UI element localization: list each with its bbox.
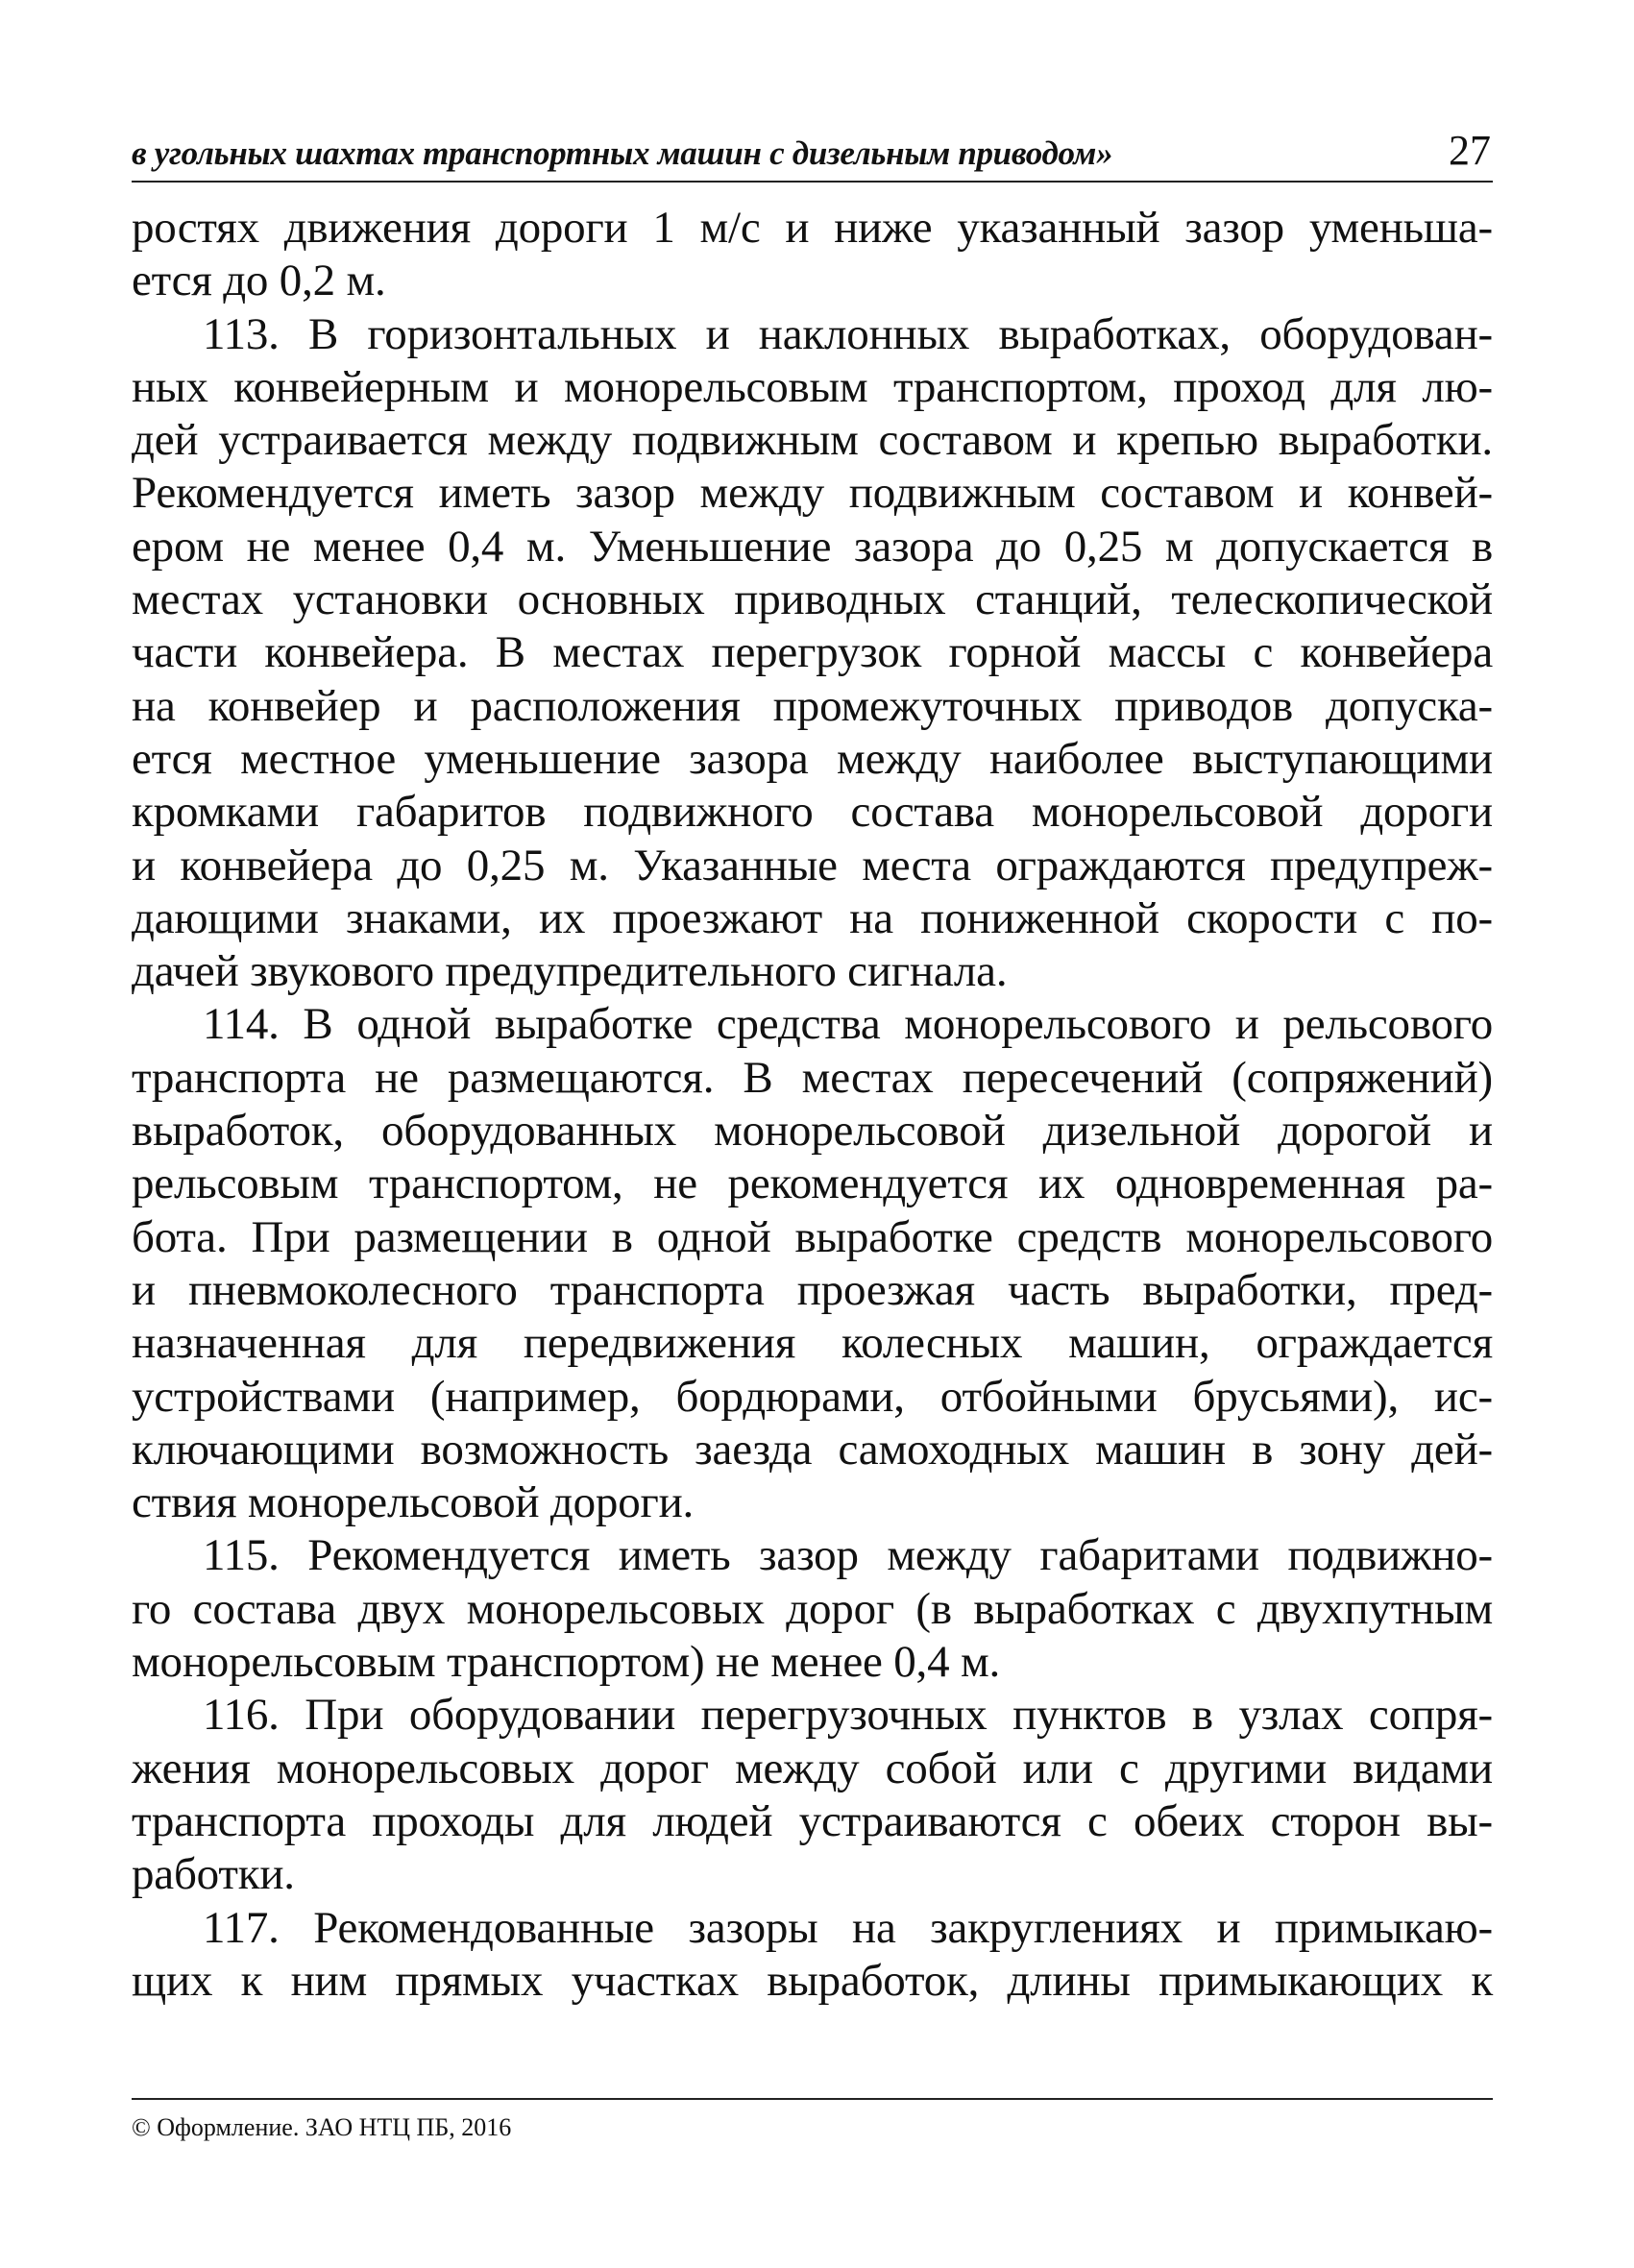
text-line: Рекомендуется иметь зазор между подвижным составом и конвей- — [132, 468, 1493, 519]
paragraph-115-first-line: 115. Рекомендуется иметь зазор между габаритами подвижно- — [203, 1530, 1493, 1581]
text-line: ствия монорельсовой дороги. — [132, 1477, 695, 1528]
text-line: го состава двух монорельсовых дорог (в выработках с двухпутным — [132, 1583, 1493, 1634]
text-line: работки. — [132, 1849, 295, 1900]
text-line: монорельсовым транспортом) не менее 0,4 м. — [132, 1637, 1001, 1688]
paragraph-114-first-line: 114. В одной выработке средства монорельсового и рельсового — [203, 999, 1493, 1050]
text-line: выработок, оборудованных монорельсовой дизельной дорогой и — [132, 1106, 1493, 1157]
text-line: части конвейера. В местах перегрузок горной массы с конвейера — [132, 627, 1493, 678]
page-number: 27 — [1449, 127, 1491, 174]
text-line: и пневмоколесного транспорта проезжая часть выработки, пред- — [132, 1264, 1493, 1315]
text-line: ется до 0,2 м. — [132, 256, 386, 306]
text-line: дающими знаками, их проезжают на пониженной скорости с по- — [132, 892, 1493, 943]
text-line: и конвейера до 0,25 м. Указанные места ограждаются предупреж- — [132, 840, 1493, 890]
text-line: кромками габаритов подвижного состава монорельсовой дороги — [132, 787, 1493, 838]
running-header — [132, 117, 1493, 183]
text-line: ключающими возможность заезда самоходных машин в зону дей- — [132, 1424, 1493, 1475]
running-header-title: в угольных шахтах транспортных машин с дизельным приводом» — [132, 134, 1113, 172]
paragraph-113-first-line: 113. В горизонтальных и наклонных выработках, оборудован- — [203, 308, 1493, 359]
text-line: бота. При размещении в одной выработке средств монорельсового — [132, 1211, 1493, 1262]
text-line: дачей звукового предупредительного сигнала. — [132, 946, 1008, 997]
text-line: дей устраивается между подвижным составом и крепью выработки. — [132, 415, 1493, 466]
text-line: назначенная для передвижения колесных машин, ограждается — [132, 1318, 1493, 1369]
paragraph-117-first-line: 117. Рекомендованные зазоры на закруглениях и примыкаю- — [203, 1902, 1493, 1953]
body-text — [132, 202, 1493, 2008]
text-line: транспорта не размещаются. В местах пересечений (сопряжений) — [132, 1052, 1493, 1103]
footer-divider — [132, 2098, 1493, 2100]
paragraph-116-first-line: 116. При оборудовании перегрузочных пунктов в узлах сопря- — [203, 1690, 1493, 1741]
text-line: рельсовым транспортом, не рекомендуется их одновременная ра- — [132, 1158, 1493, 1209]
text-line: жения монорельсовых дорог между собой или с другими видами — [132, 1743, 1493, 1793]
text-line: ростях движения дороги 1 м/с и ниже указанный зазор уменьша- — [132, 203, 1493, 253]
text-line: ется местное уменьшение зазора между наиболее выступающими — [132, 733, 1493, 784]
text-line: транспорта проходы для людей устраиваются с обеих сторон вы- — [132, 1795, 1493, 1846]
text-line: ером не менее 0,4 м. Уменьшение зазора до 0,25 м допускается в — [132, 521, 1493, 572]
copyright-footer: © Оформление. ЗАО НТЦ ПБ, 2016 — [132, 2113, 512, 2141]
text-line: ных конвейерным и монорельсовым транспортом, проход для лю- — [132, 361, 1493, 412]
text-line: устройствами (например, бордюрами, отбойными брусьями), ис- — [132, 1371, 1493, 1422]
text-line: на конвейер и расположения промежуточных приводов допуска- — [132, 680, 1493, 731]
text-line: щих к ним прямых участках выработок, длины примыкающих к — [132, 1955, 1493, 2006]
text-line: местах установки основных приводных станций, телескопической — [132, 574, 1493, 625]
